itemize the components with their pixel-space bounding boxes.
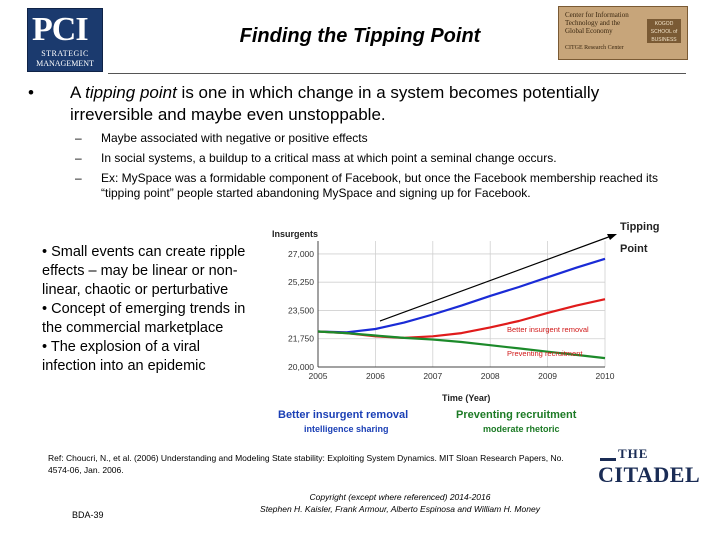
chart-background bbox=[262, 215, 662, 440]
citge-research-center-logo bbox=[558, 6, 688, 60]
tipping-label-1: Tipping bbox=[620, 221, 660, 233]
bottom-label-recruitment: Preventing recruitment bbox=[456, 409, 577, 421]
main-bullet-text bbox=[70, 82, 670, 126]
sub-bullet-text: In social systems, a buildup to a critical mass at which point a seminal change occurs. bbox=[101, 151, 557, 165]
y-tick-label: 20,000 bbox=[288, 362, 314, 372]
inline-label-removal: Better insurgent removal bbox=[507, 325, 589, 334]
left-bullet-2: • Concept of emerging trends in the commercial marketplace bbox=[42, 301, 246, 336]
x-tick-label: 2005 bbox=[308, 371, 328, 381]
main-bullet-prefix: A bbox=[70, 83, 86, 102]
x-tick-label: 2010 bbox=[595, 371, 615, 381]
title-divider bbox=[108, 73, 686, 74]
tipping-label-2: Point bbox=[620, 243, 648, 255]
citadel-logo-name: CITADEL bbox=[598, 462, 701, 487]
insurgents-chart bbox=[262, 215, 662, 440]
sub-bullet-text: Ex: MySpace was a formidable component of Facebook, but once the Facebook membership reached its “tipping point” people started abandoning MySpace and signing up for Facebook. bbox=[101, 171, 658, 200]
main-bullet-suffix: is one in which change in a system becomes potentially irreversible and maybe even unstoppable. bbox=[70, 83, 600, 124]
citge-logo-line2: CITGE Research Center bbox=[565, 45, 624, 51]
bottom-label-removal: Better insurgent removal bbox=[278, 409, 409, 421]
copyright-line-1: Copyright (except where referenced) 2014-2016 bbox=[309, 492, 491, 502]
dash-marker: – bbox=[75, 171, 82, 185]
x-axis-label: Time (Year) bbox=[442, 393, 491, 403]
bottom-sublabel-removal: intelligence sharing bbox=[304, 424, 389, 434]
left-bullet-list bbox=[42, 243, 257, 376]
pci-logo-text: PCI bbox=[32, 11, 88, 48]
pci-logo-line1: STRATEGIC bbox=[41, 49, 89, 58]
reference-note: Ref: Choucri, N., et al. (2006) Understanding and Modeling State stability: Exploiting System Dynamics. MIT Sloan Research Papers, No. 4574-06, Jan. 2006. bbox=[48, 453, 564, 475]
bullet-marker: • bbox=[28, 83, 34, 102]
y-tick-label: 27,000 bbox=[288, 248, 314, 259]
pci-strategic-management-logo bbox=[27, 8, 103, 72]
dash-marker: – bbox=[75, 151, 82, 165]
y-tick-label: 23,500 bbox=[288, 305, 314, 316]
y-tick-label: 21,750 bbox=[288, 333, 314, 344]
citadel-logo-bar bbox=[600, 458, 616, 461]
tipping-point-term: tipping point bbox=[85, 83, 177, 102]
citge-logo-line1: Center for Information Technology and the Global Economy bbox=[565, 11, 629, 35]
sub-bullet-text: Maybe associated with negative or positive effects bbox=[101, 131, 368, 145]
slide-number: BDA-39 bbox=[72, 510, 104, 520]
y-axis-label: Insurgents bbox=[272, 229, 319, 239]
inline-label-recruitment: Preventing recruitment bbox=[507, 349, 583, 358]
bottom-sublabel-recruitment: moderate rhetoric bbox=[483, 424, 560, 434]
kogod-badge: KOGOD SCHOOL of BUSINESS bbox=[647, 19, 681, 43]
y-tick-label: 25,250 bbox=[288, 277, 314, 288]
x-tick-label: 2008 bbox=[480, 371, 500, 381]
dash-marker: – bbox=[75, 131, 82, 145]
slide-title: Finding the Tipping Point bbox=[239, 25, 481, 47]
x-tick-label: 2009 bbox=[538, 371, 558, 381]
x-tick-label: 2006 bbox=[365, 371, 385, 381]
left-bullet-1: • Small events can create ripple effects – may be linear or non-linear, chaotic or perturbative bbox=[42, 244, 246, 298]
copyright-line-2: Stephen H. Kaisler, Frank Armour, Alberto Espinosa and William H. Money bbox=[260, 504, 540, 514]
pci-logo-line2: MANAGEMENT bbox=[36, 59, 94, 68]
citadel-logo bbox=[590, 440, 700, 500]
copyright-notice bbox=[195, 491, 605, 515]
citadel-logo-the: THE bbox=[618, 446, 649, 461]
left-bullet-3: • The explosion of a viral infection into an epidemic bbox=[42, 339, 206, 374]
x-tick-label: 2007 bbox=[423, 371, 443, 381]
